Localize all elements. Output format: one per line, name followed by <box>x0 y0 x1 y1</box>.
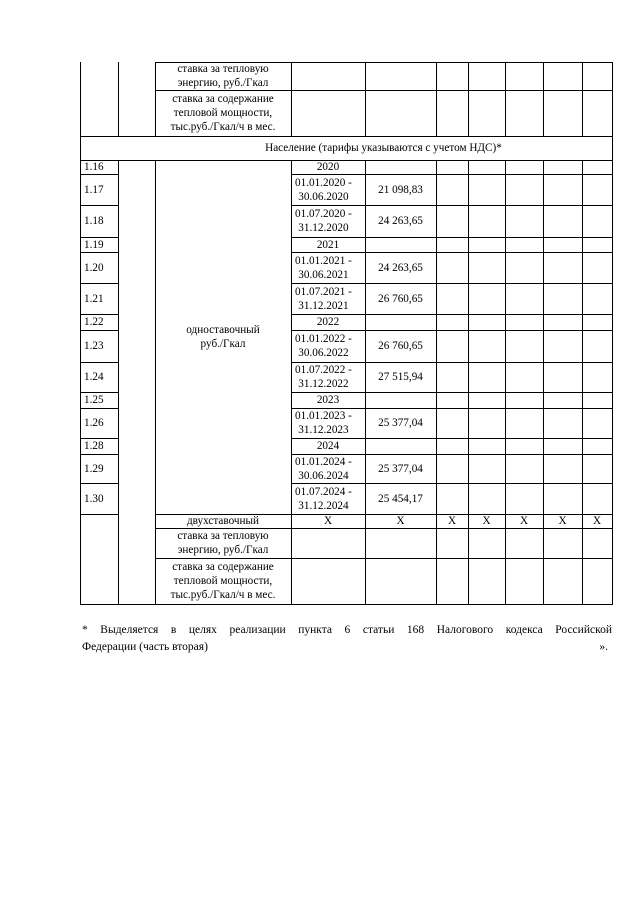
period-cell <box>291 362 365 392</box>
cell-text-line: 01.07.2020 - <box>295 208 352 220</box>
cell-text-line: 2020 <box>316 161 340 173</box>
row-number <box>80 314 118 330</box>
cell-text-line: X <box>396 515 405 527</box>
cell-text-line: 2023 <box>316 394 340 406</box>
footnote-closing-quote: ». <box>599 641 608 653</box>
cell-text-line: 01.01.2020 - <box>295 176 352 189</box>
table-rule <box>80 604 613 605</box>
table-rule <box>436 62 437 137</box>
cell-text-line: 01.01.2021 - <box>295 254 352 267</box>
footnote-line-1: * Выделяется в целях реализации пункта 6 статьи 168 Налогового кодекса Российской <box>82 624 612 636</box>
row-number <box>80 438 118 454</box>
cell-text-line: X <box>558 515 567 527</box>
cell-text-line: ставка за тепловую <box>177 63 269 75</box>
cell-text-line: 31.12.2020 <box>298 222 349 234</box>
tariff-value <box>365 330 436 362</box>
two-part-label <box>155 514 291 528</box>
row-number <box>80 205 118 237</box>
cell-text-line: 01.07.2022 - <box>295 364 352 376</box>
x-mark <box>436 514 468 528</box>
period-cell <box>291 283 365 314</box>
cell-text-line: 24 263,65 <box>378 215 423 227</box>
year-heading <box>291 160 365 174</box>
period-cell <box>291 174 365 205</box>
cell-text-line: 1.28 <box>84 440 104 452</box>
table-rule <box>505 62 506 137</box>
row-number <box>80 283 118 314</box>
cell-text-line: 01.01.2024 - <box>295 455 352 468</box>
cell-text-line: 2024 <box>316 440 340 452</box>
cell-text-line: 30.06.2020 <box>298 190 349 203</box>
cell-text-line: тыс.руб./Гкал/ч в мес. <box>170 589 276 601</box>
table-rule <box>436 160 437 515</box>
cell-text-line: 1.22 <box>84 316 104 328</box>
tariff-value <box>365 408 436 438</box>
footnote-line-2 <box>82 639 612 656</box>
cell-text-line: двухставочный <box>186 515 260 527</box>
rate-heat-capacity-label <box>155 90 291 136</box>
table-rule <box>582 160 583 515</box>
period-cell <box>291 408 365 438</box>
table-rule <box>582 62 583 137</box>
cell-text-line: 26 760,65 <box>378 340 423 352</box>
cell-text-line: 26 760,65 <box>378 292 423 305</box>
x-mark <box>468 514 505 528</box>
cell-text-line: X <box>519 515 529 527</box>
section-header <box>155 136 612 160</box>
tariff-value <box>365 174 436 205</box>
cell-text-line: 1.26 <box>84 417 104 429</box>
row-number <box>80 252 118 283</box>
x-mark <box>365 514 436 528</box>
single-rate-group-label <box>155 160 291 514</box>
table-rule <box>543 160 544 515</box>
table-rule <box>543 62 544 137</box>
row-number <box>80 362 118 392</box>
cell-text-line: 01.07.2024 - <box>295 485 352 498</box>
cell-text-line: 1.29 <box>84 462 104 475</box>
period-cell <box>291 483 365 514</box>
rate-heat-energy-label <box>155 528 291 558</box>
rate-heat-energy-label <box>155 62 291 90</box>
table-rule <box>118 160 119 605</box>
cell-text-line: энергию, руб./Гкал <box>177 77 269 89</box>
cell-text-line: 1.24 <box>84 371 104 383</box>
cell-text-line: руб./Гкал <box>200 338 246 350</box>
cell-text-line: 1.16 <box>84 161 104 173</box>
cell-text-line: 01.01.2023 - <box>295 410 352 422</box>
rate-heat-capacity-label <box>155 558 291 604</box>
cell-text-line: 01.01.2022 - <box>295 333 352 345</box>
period-cell <box>291 454 365 483</box>
cell-text-line: тепловой мощности, <box>173 575 273 587</box>
table-rule <box>118 62 119 137</box>
cell-text-line: тыс.руб./Гкал/ч в мес. <box>170 121 276 133</box>
x-mark <box>543 514 582 528</box>
table-rule <box>612 62 613 605</box>
cell-text-line: энергию, руб./Гкал <box>177 544 269 556</box>
row-number <box>80 483 118 514</box>
period-cell <box>291 252 365 283</box>
cell-text-line: ставка за тепловую <box>177 530 269 542</box>
cell-text-line: 30.06.2021 <box>298 268 349 281</box>
tariff-value <box>365 205 436 237</box>
period-cell <box>291 205 365 237</box>
cell-text-line: X <box>323 515 333 527</box>
table-rule <box>468 62 469 137</box>
cell-text-line: 1.20 <box>84 261 104 274</box>
cell-text-line: Население (тарифы указываются с учетом НДС)* <box>265 142 502 154</box>
cell-text-line: 2021 <box>316 238 340 251</box>
cell-text-line: 01.07.2021 - <box>295 285 352 298</box>
cell-text-line: 1.25 <box>84 394 104 406</box>
year-heading <box>291 392 365 408</box>
cell-text-line: 25 377,04 <box>378 462 423 475</box>
cell-text-line: ставка за содержание <box>172 93 274 105</box>
cell-text-line: 2022 <box>316 316 340 328</box>
row-number <box>80 160 118 174</box>
table-rule <box>80 514 119 515</box>
cell-text-line: 31.12.2021 <box>298 299 349 312</box>
cell-text-line: 24 263,65 <box>378 261 423 274</box>
cell-text-line: 30.06.2024 <box>298 469 349 482</box>
row-number <box>80 408 118 438</box>
table-rule <box>468 160 469 515</box>
cell-text-line: X <box>447 515 457 527</box>
cell-text-line: 1.19 <box>84 238 104 251</box>
tariff-value <box>365 362 436 392</box>
cell-text-line: 21 098,83 <box>378 183 423 196</box>
row-number <box>80 174 118 205</box>
tariff-value <box>365 283 436 314</box>
cell-text-line: 31.12.2024 <box>298 499 349 512</box>
year-heading <box>291 237 365 252</box>
cell-text-line: 25 377,04 <box>378 417 423 429</box>
x-mark <box>505 514 543 528</box>
year-heading <box>291 314 365 330</box>
table-rule <box>505 160 506 515</box>
cell-text-line: 1.18 <box>84 215 104 227</box>
row-number <box>80 392 118 408</box>
cell-text-line: 1.23 <box>84 340 104 352</box>
period-cell <box>291 330 365 362</box>
table-rule <box>291 62 292 137</box>
cell-text-line: 31.12.2022 <box>298 378 349 390</box>
row-number <box>80 454 118 483</box>
cell-text-line: X <box>482 515 491 527</box>
tariff-value <box>365 454 436 483</box>
table-rule <box>365 62 366 137</box>
x-mark <box>291 514 365 528</box>
row-number <box>80 237 118 252</box>
tariff-value <box>365 483 436 514</box>
year-heading <box>291 438 365 454</box>
cell-text-line: одноставочный <box>186 324 260 336</box>
cell-text-line: 31.12.2023 <box>298 424 349 436</box>
cell-text-line: 25 454,17 <box>378 492 423 505</box>
row-number <box>80 330 118 362</box>
cell-text-line: 30.06.2022 <box>298 347 349 359</box>
cell-text-line: ставка за содержание <box>172 561 274 573</box>
tariff-value <box>365 252 436 283</box>
x-mark <box>582 514 612 528</box>
cell-text-line: 1.30 <box>84 492 104 505</box>
cell-text-line: тепловой мощности, <box>173 107 273 119</box>
cell-text-line: 1.17 <box>84 183 104 196</box>
footnote-text: Федерации (часть вторая) <box>82 641 208 653</box>
cell-text-line: 1.21 <box>84 292 104 305</box>
cell-text-line: X <box>592 515 602 527</box>
cell-text-line: 27 515,94 <box>378 371 423 383</box>
